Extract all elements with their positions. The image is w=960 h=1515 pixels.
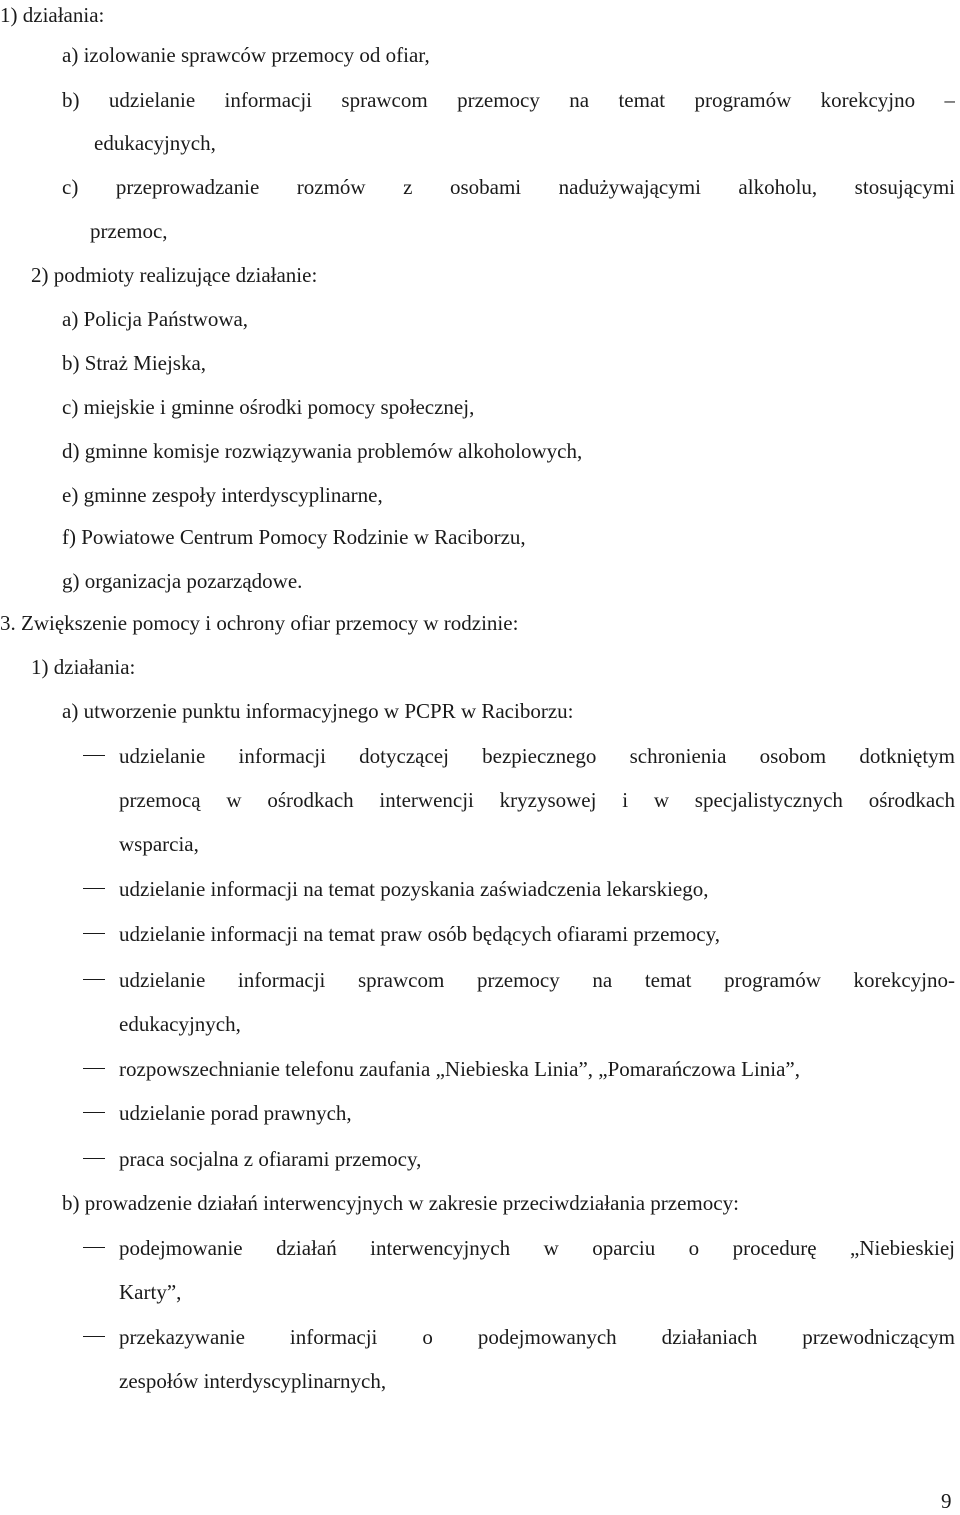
item-text: prowadzenie działań interwencyjnych w zakresie przeciwdziałania przemocy: <box>84 1191 739 1215</box>
dash-bullet <box>83 1158 105 1159</box>
item-text: przeprowadzanie rozmów z osobami nadużywającymi alkoholu, stosującymi <box>115 175 955 199</box>
dash-bullet <box>83 1247 105 1248</box>
list-item <box>62 566 302 596</box>
item-label: a) <box>62 699 79 723</box>
bullet-text: udzielanie informacji sprawcom przemocy na temat programów korekcyjno- <box>119 968 955 992</box>
item-label: g) <box>62 569 80 593</box>
dash-bullet <box>83 755 105 756</box>
bullet-text: udzielanie informacji na temat pozyskania zaświadczenia lekarskiego, <box>119 877 709 901</box>
item-text: Straż Miejska, <box>84 351 207 375</box>
bullet-text: udzielanie informacji dotyczącej bezpiecznego schronienia osobom dotkniętym <box>119 744 955 768</box>
list-item <box>62 436 582 466</box>
list-item <box>62 1188 739 1218</box>
bullet-text: praca socjalna z ofiarami przemocy, <box>119 1147 422 1171</box>
dash-bullet <box>83 888 105 889</box>
item-label: b) <box>62 351 80 375</box>
item-text: miejskie i gminne ośrodki pomocy społecznej, <box>83 395 475 419</box>
bullet-text: udzielanie informacji na temat praw osób będących ofiarami przemocy, <box>119 922 720 946</box>
page-number: 9 <box>941 1489 952 1513</box>
bullet-text: wsparcia, <box>119 832 199 856</box>
list-item <box>62 696 574 726</box>
item-text: udzielanie informacji sprawcom przemocy na temat programów korekcyjno – <box>108 88 955 112</box>
list-item <box>62 348 206 378</box>
list-item <box>62 172 955 202</box>
dash-bullet <box>83 933 105 934</box>
list-item <box>62 304 248 334</box>
item-label: a) <box>62 43 79 67</box>
item-text: gminne zespoły interdyscyplinarne, <box>83 483 383 507</box>
bullet-text: Karty”, <box>119 1280 182 1304</box>
bullet-text: przekazywanie informacji o podejmowanych działaniach przewodniczącym <box>119 1325 955 1349</box>
entities-heading: 2) podmioty realizujące działanie: <box>31 263 318 287</box>
section-heading: 3. Zwiększenie pomocy i ochrony ofiar przemocy w rodzinie: <box>0 611 519 635</box>
item-label: b) <box>62 88 80 112</box>
bullet-text: rozpowszechnianie telefonu zaufania „Niebieska Linia”, „Pomarańczowa Linia”, <box>119 1057 801 1081</box>
item-text: utworzenie punktu informacyjnego w PCPR w Raciborzu: <box>83 699 574 723</box>
item-continuation: edukacyjnych, <box>94 131 216 155</box>
bullet-text: zespołów interdyscyplinarnych, <box>119 1369 387 1393</box>
item-label: c) <box>62 395 79 419</box>
dash-bullet <box>83 979 105 980</box>
item-continuation: przemoc, <box>90 219 168 243</box>
item-label: d) <box>62 439 80 463</box>
item-text: organizacja pozarządowe. <box>84 569 303 593</box>
actions-heading: 1) działania: <box>31 655 136 679</box>
item-text: Policja Państwowa, <box>83 307 249 331</box>
list-item <box>62 85 955 115</box>
item-label: b) <box>62 1191 80 1215</box>
list-item <box>62 480 383 510</box>
bullet-text: edukacyjnych, <box>119 1012 241 1036</box>
item-text: izolowanie sprawców przemocy od ofiar, <box>83 43 430 67</box>
item-label: f) <box>62 525 76 549</box>
dash-bullet <box>83 1068 105 1069</box>
bullet-text: podejmowanie działań interwencyjnych w oparciu o procedurę „Niebieskiej <box>119 1236 955 1260</box>
list-item <box>62 392 474 422</box>
dash-bullet <box>83 1336 105 1337</box>
item-label: e) <box>62 483 79 507</box>
item-text: Powiatowe Centrum Pomocy Rodzinie w Raciborzu, <box>81 525 526 549</box>
actions-heading: 1) działania: <box>0 3 105 27</box>
item-text: gminne komisje rozwiązywania problemów alkoholowych, <box>84 439 583 463</box>
bullet-text: udzielanie porad prawnych, <box>119 1101 352 1125</box>
list-item <box>62 40 430 70</box>
item-label: a) <box>62 307 79 331</box>
list-item <box>62 522 526 552</box>
bullet-text: przemocą w ośrodkach interwencji kryzysowej i w specjalistycznych ośrodkach <box>119 788 955 812</box>
dash-bullet <box>83 1112 105 1113</box>
item-label: c) <box>62 175 79 199</box>
